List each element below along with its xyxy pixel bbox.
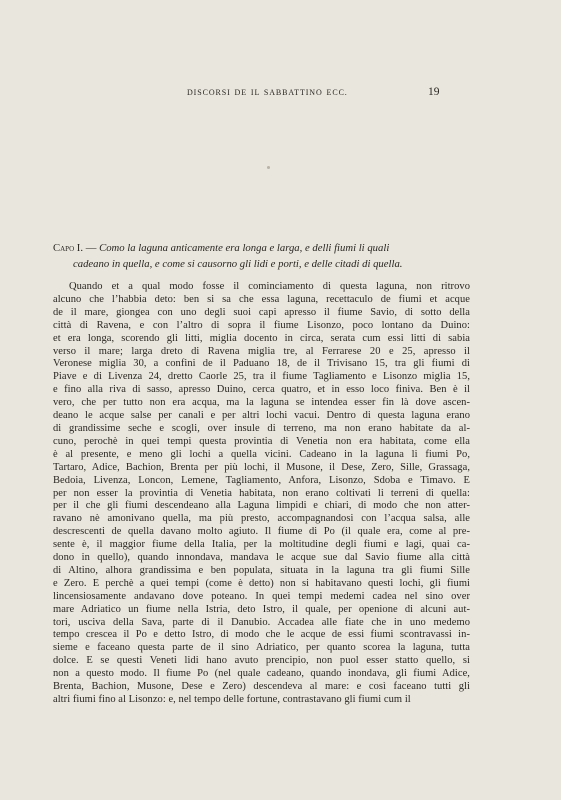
body-text — [53, 281, 470, 707]
body-line: di grandissime seche e scogli, over insule di terreno, ma non erano habitate da al- — [53, 422, 470, 434]
body-line: dolce. E se questi Veneti lidi hano avuto prencipio, non puol esser statto quello, si — [53, 655, 470, 667]
body-line: deano le acque salse per canali e per altri lochi vacui. Dentro di questa laguna erano — [53, 410, 470, 422]
body-line: ravano nè amonivano quella, ma più presto, accompagnandosi con l’acqua salsa, alle — [53, 513, 470, 525]
body-line: non a questo modo. Il fiume Po (nel quale cadeano, quando inondava, gli fiumi Adice, — [53, 668, 470, 680]
body-line: Veronese miglia 30, a confini de il Paduano 18, de il Trivisano 15, tra gli fiumi di — [53, 358, 470, 370]
body-line: verso il mare; larga dreto di Ravena miglia tre, al Ferrarese 20 e 25, apresso il — [53, 345, 470, 357]
body-line: Quando et a qual modo fosse il cominciamento di questa laguna, non ritrovo — [69, 281, 470, 292]
body-line: de il mare, giongea con uno degli suoi capi apresso il fiume Savio, di sotto della — [53, 306, 470, 318]
body-line: lincensiosamente andavano dove poteano. In quei tempi medemi cadea nel sino over — [53, 590, 470, 602]
chapter-title-line-1: Como la laguna anticamente era longa e larga, e delli fiumi li quali — [99, 242, 390, 254]
chapter-heading — [53, 241, 463, 272]
body-line: sente è, il maggior fiume della Italia, per la moltitudine degli fiumi e lagi, quai ca- — [53, 539, 470, 551]
body-line: è al presente, e meno gli lochi a quella vicini. Cadeano in la laguna li fiumi Po, — [53, 448, 470, 460]
body-line: sieme e faceano questa parte de il sino Adriatico, per quanto scorea la laguna, tutta — [53, 642, 470, 654]
body-line: di Altino, alhora grandissima e ben populata, situata in la laguna tra gli fiumi Sille — [53, 564, 470, 576]
body-line: mare Adriatico un fiume nella Istria, deto Istro, il quale, per openione di alcuni aut- — [53, 603, 470, 615]
body-line: Piave e di Livenza 24, dretto Caorle 25, tra il fiume Tagliamento e Lisonzo miglia 15, — [53, 371, 470, 383]
body-line: vero, che per tutto non era acqua, ma la laguna se intendea esser fin là dove ascen- — [53, 397, 470, 409]
body-line: alcuno che l’habbia deto: ben si sa che essa laguna, recettaculo de fiumi et acque — [53, 293, 470, 305]
body-line: cuno, perochè in quei tempi questa provintia di Venetia non era habitata, come ella — [53, 435, 470, 447]
body-line: et era longa, scorendo gli litti, miglia docento in circa, serata cum essi litti di sabia — [53, 332, 470, 344]
body-line: altri fiumi fino al Lisonzo: e, nel tempo delle fortune, contrastavano gli fiumi cum il — [53, 694, 411, 705]
body-line: Brenta, Bachion, Musone, Dese e Zero) descendeva al mare: e così faceano tutti gli — [53, 681, 470, 693]
running-head: DISCORSI DE IL SABBATTINO ECC. — [187, 88, 348, 97]
body-line: dono in quello), quando innondava, mandava le acque sue dal Savio fiume alla città — [53, 552, 470, 564]
chapter-label: Capo I. — — [53, 242, 97, 254]
body-line: Tartaro, Adice, Bachion, Brenta per più lochi, il Musone, il Dese, Zero, Sille, Grassaga, — [53, 461, 470, 473]
page-header — [0, 88, 561, 102]
body-line: per il che gli fiumi descendeano alla Laguna limpidi e chiari, di modo che non atter- — [53, 500, 470, 512]
body-line: e Zero. E perchè a quei tempi (come è detto) non si habitavano questi lochi, gli fiumi — [53, 577, 470, 589]
body-line: tori, usciva della Sava, parte di il Danubio. Accadea alle fiate che in uno medemo — [53, 616, 470, 628]
chapter-title-line-2: cadeano in quella, e come si causorno gli lidi e porti, e delle citadi di quella. — [73, 257, 403, 270]
body-line: descrescenti de quella davano molto agiuto. Il fiume di Po (il quale era, come al pre- — [53, 526, 470, 538]
page-number: 19 — [428, 86, 440, 98]
body-line: per non esser la provintia di Venetia habitata, non erano coltivati li terreni di quella: — [53, 487, 470, 499]
body-line: Bedoia, Livenza, Loncon, Lemene, Tagliamento, Anfora, Lisonzo, Sdoba e Timavo. E — [53, 474, 470, 486]
paper-speck — [267, 166, 270, 169]
body-line: tempo crescea il Po e detto Istro, di modo che le acque de essi fiumi scontravassi in- — [53, 629, 470, 641]
body-line: e fino alla riva di sasso, apresso Duino, cerca quatro, et in esso loco finiva. Ben è il — [53, 384, 470, 396]
body-line: città di Ravena, e con l’altro di sopra il fiume Lisonzo, poco lontano da Duino: — [53, 319, 470, 331]
